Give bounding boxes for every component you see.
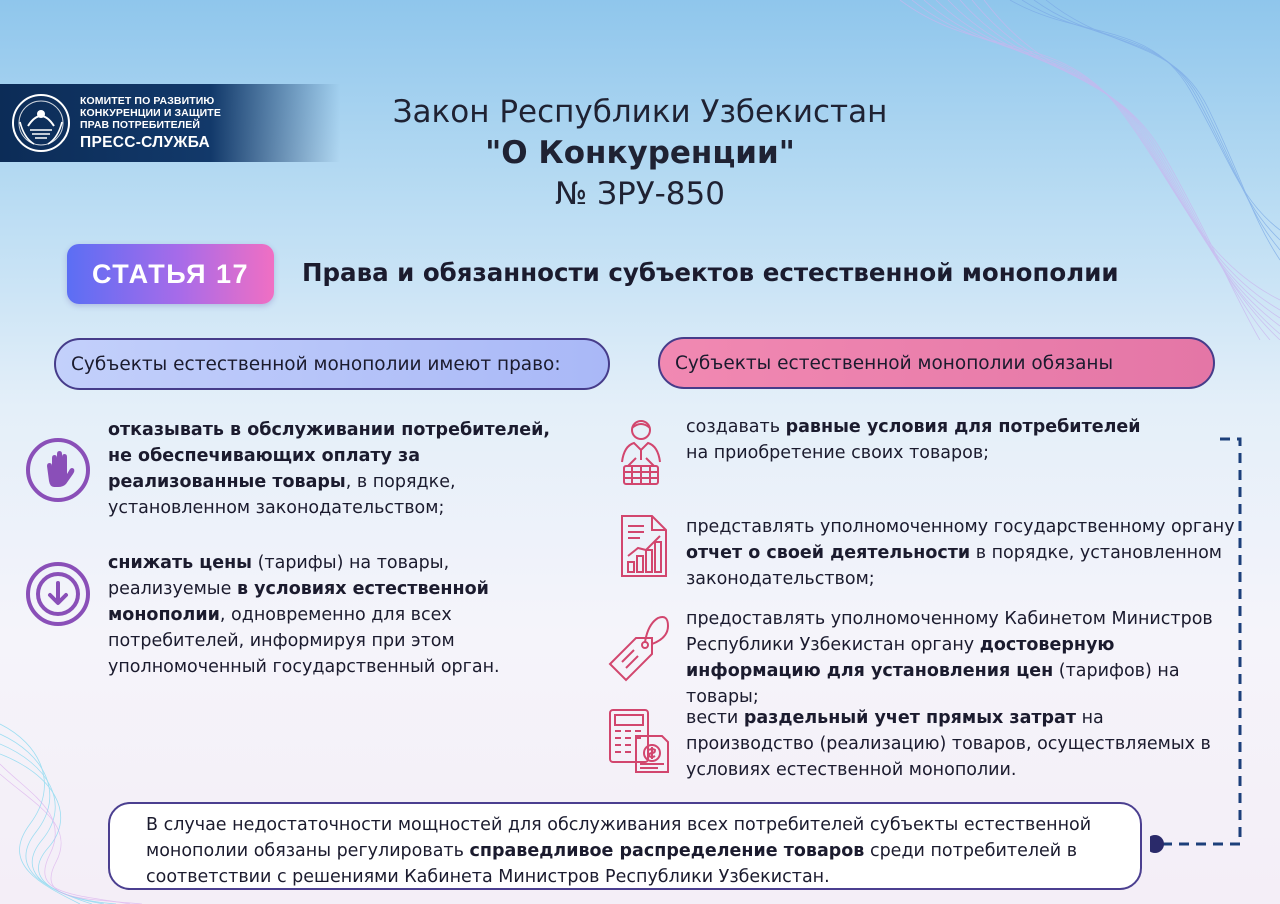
rights-item-1-bold: отказывать в обслуживании потребителей, не обеспечивающих оплату за реализованные товары bbox=[108, 420, 551, 492]
duties-item-3-text-1: предоставлять уполномоченному Кабинетом Министров Республики Узбекистан органу bbox=[686, 609, 1213, 655]
rights-item-1 bbox=[108, 417, 578, 521]
duties-item-2-text-2: в порядке, установленном законодательством; bbox=[686, 543, 1223, 589]
duties-item-1-text-2: на приобретение своих товаров; bbox=[686, 443, 990, 463]
duties-item-2-bold: отчет о своей деятельности bbox=[686, 543, 971, 563]
logo-line-1: КОМИТЕТ ПО РАЗВИТИЮ bbox=[80, 94, 215, 107]
calculator-invoice-icon bbox=[606, 706, 672, 776]
press-service-label: ПРЕСС-СЛУЖБА bbox=[80, 133, 211, 151]
law-title-line-1: Закон Республики Узбекистан bbox=[392, 94, 888, 130]
footer-text-1: В случае недостаточности мощностей для обслуживания всех потребителей субъекты естественной монополии обязаны регулировать bbox=[146, 815, 1092, 861]
duties-item-4-text-2: на производство (реализацию) товаров, осуществляемых в условиях естественной монополии. bbox=[686, 708, 1211, 780]
duties-item-1 bbox=[686, 414, 1146, 466]
rights-heading: Субъекты естественной монополии имеют право: bbox=[54, 338, 610, 390]
press-service-logo bbox=[0, 84, 340, 162]
article-badge: СТАТЬЯ 17 bbox=[67, 244, 274, 304]
rights-item-2-bold-1: снижать цены bbox=[108, 553, 253, 573]
duties-heading: Субъекты естественной монополии обязаны bbox=[658, 337, 1215, 389]
law-title bbox=[362, 92, 918, 215]
footer-text-2: среди потребителей в соответствии с решениями Кабинета Министров Республики Узбекистан. bbox=[146, 841, 1078, 887]
duties-item-3-text-2: (тарифов) на товары; bbox=[686, 661, 1180, 707]
price-tag-icon bbox=[608, 610, 672, 682]
footer-bold: справедливое распределение товаров bbox=[469, 841, 865, 861]
duties-item-1-bold: равные условия для потребителей bbox=[785, 417, 1141, 437]
report-chart-icon bbox=[616, 512, 672, 580]
state-emblem-icon bbox=[10, 92, 72, 154]
footer-note bbox=[108, 802, 1142, 890]
duties-item-4-bold: раздельный учет прямых затрат bbox=[743, 708, 1076, 728]
duties-item-4-text-1: вести bbox=[686, 708, 744, 728]
duties-item-1-text-1: создавать bbox=[686, 417, 786, 437]
arrow-down-circle-icon bbox=[24, 560, 92, 628]
logo-line-3: ПРАВ ПОТРЕБИТЕЛЕЙ bbox=[80, 118, 200, 131]
law-title-line-2: "О Конкуренции" bbox=[485, 135, 795, 171]
article-title: Права и обязанности субъектов естественной монополии bbox=[302, 258, 1119, 287]
rights-item-2-text-2: , одновременно для всех потребителей, информируя при этом уполномоченный государственный орган. bbox=[108, 605, 500, 677]
dashed-connector bbox=[1150, 430, 1250, 860]
rights-item-2 bbox=[108, 550, 578, 680]
duties-item-3-bold: достоверную информацию для установления цен bbox=[686, 635, 1115, 681]
shopper-basket-icon bbox=[612, 416, 670, 488]
decorative-wave-top-right bbox=[860, 0, 1280, 340]
rights-item-2-bold-2: в условиях естественной монополии bbox=[108, 579, 489, 625]
stop-hand-icon bbox=[24, 436, 92, 504]
logo-line-2: КОНКУРЕНЦИИ И ЗАЩИТЕ bbox=[80, 106, 221, 119]
duties-item-2-text-1: представлять уполномоченному государственному органу bbox=[686, 517, 1235, 537]
rights-item-1-text: , в порядке, установленном законодательством; bbox=[108, 472, 456, 518]
law-number: № ЗРУ-850 bbox=[555, 176, 725, 212]
rights-item-2-text-1: (тарифы) на товары, реализуемые bbox=[108, 553, 450, 599]
duties-item-4 bbox=[686, 705, 1226, 783]
